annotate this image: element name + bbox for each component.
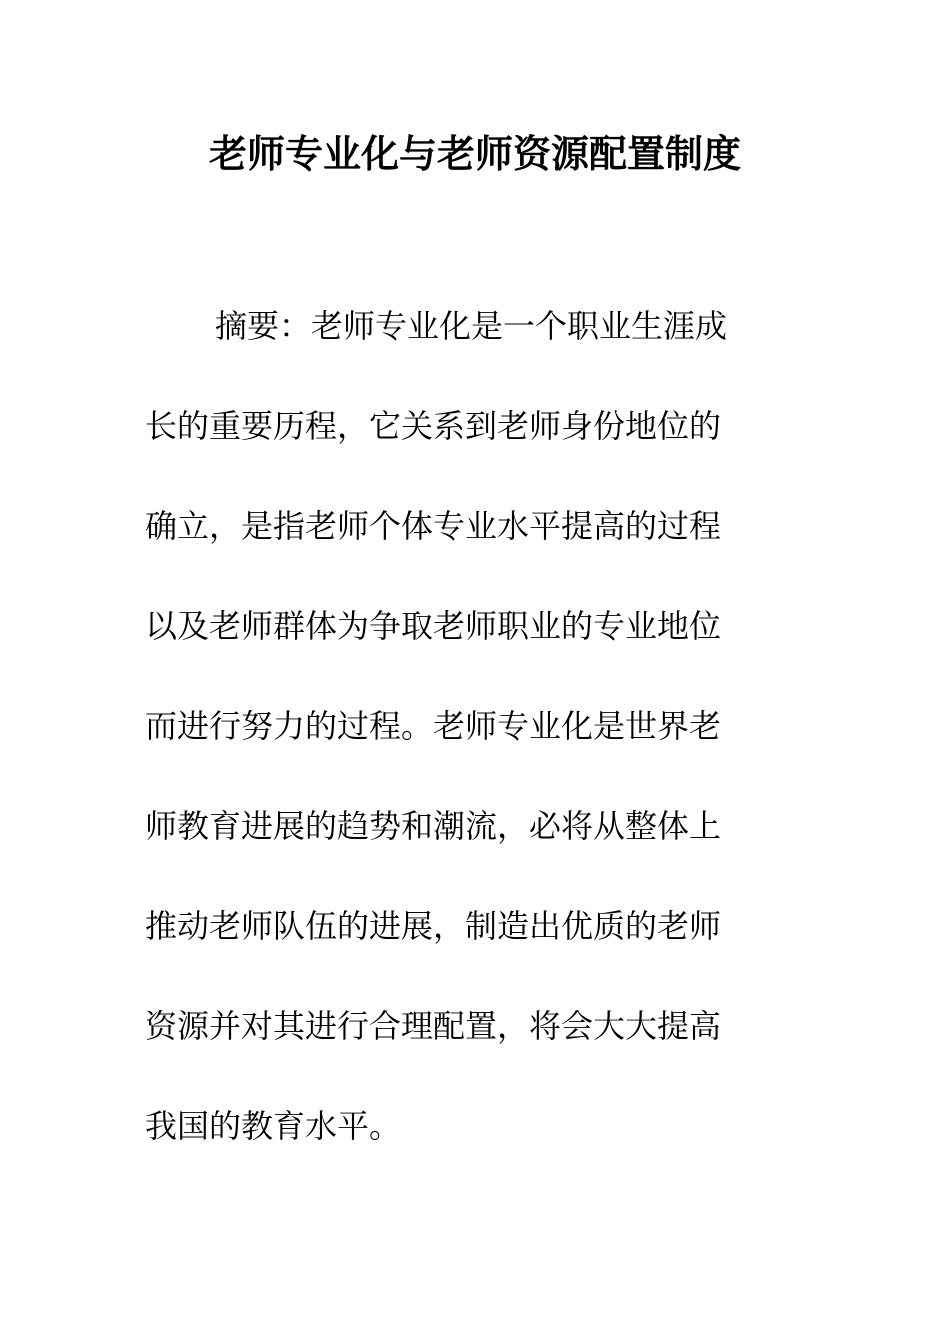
abstract-line-4: 以及老师群体为争取老师职业的专业地位 [145, 607, 722, 645]
abstract-line-6: 师教育进展的趋势和潮流，必将从整体上 [145, 807, 722, 845]
abstract-line-2: 长的重要历程，它关系到老师身份地位的 [145, 407, 722, 445]
document-title: 老师专业化与老师资源配置制度 [208, 132, 741, 176]
abstract-paragraph [145, 300, 785, 1200]
abstract-line-5: 而进行努力的过程。老师专业化是世界老 [145, 707, 722, 745]
abstract-line-8: 资源并对其进行合理配置，将会大大提高 [145, 1007, 722, 1045]
abstract-line-1: 摘要：老师专业化是一个职业生涯成 [215, 307, 728, 345]
abstract-line-7: 推动老师队伍的进展，制造出优质的老师 [145, 907, 722, 945]
abstract-line-9: 我国的教育水平。 [145, 1107, 402, 1145]
abstract-line-3: 确立，是指老师个体专业水平提高的过程 [145, 507, 722, 545]
